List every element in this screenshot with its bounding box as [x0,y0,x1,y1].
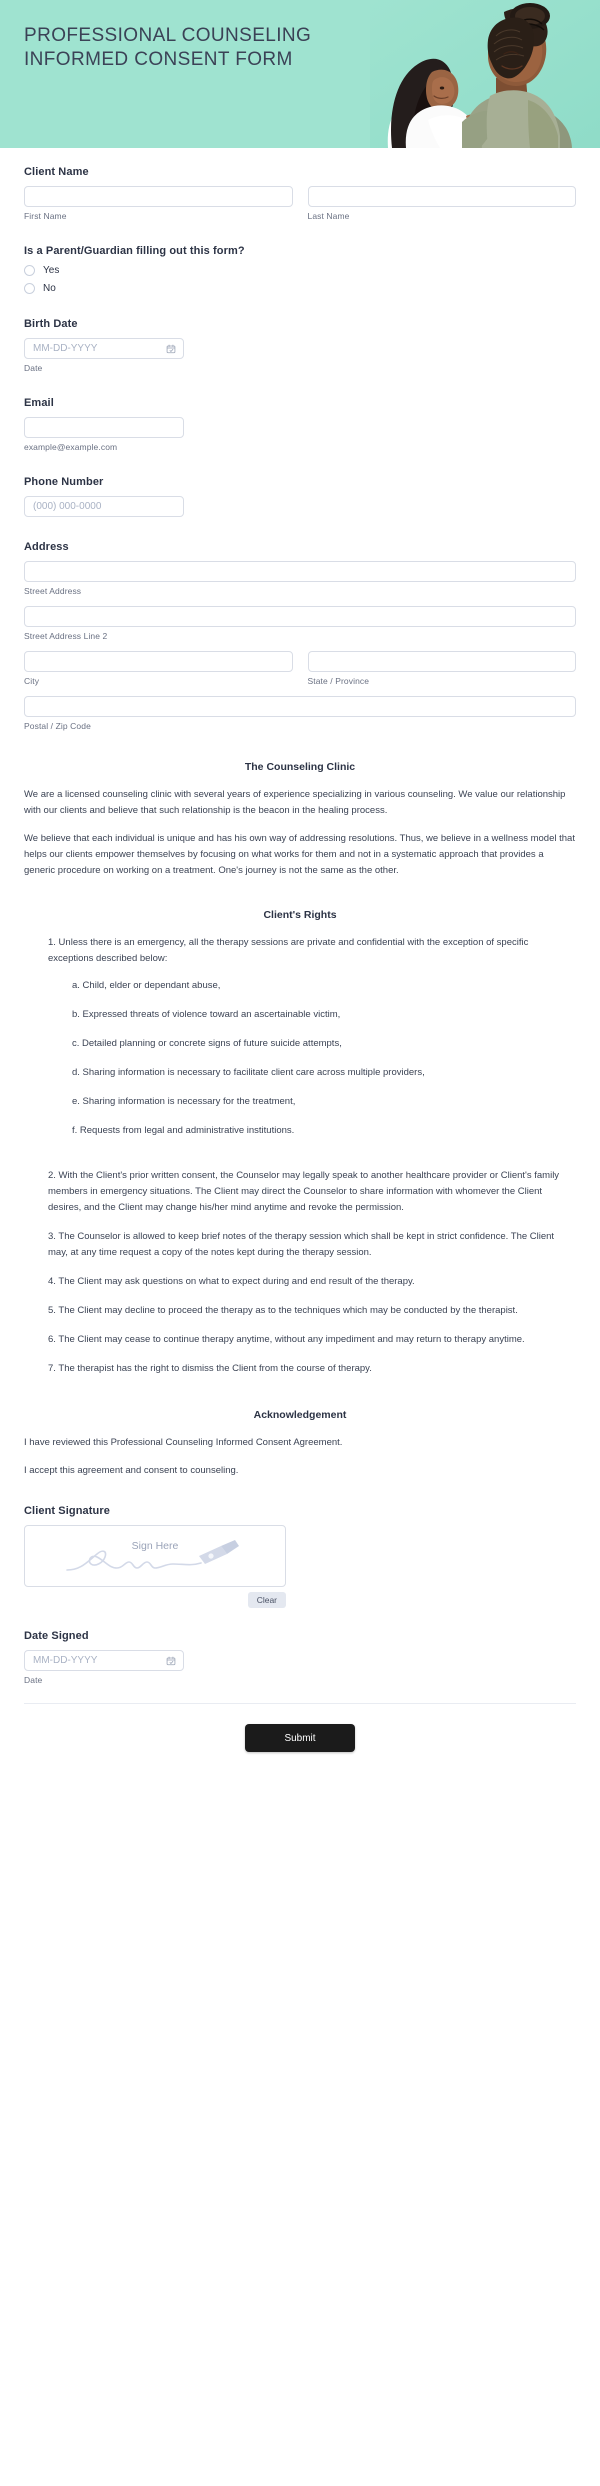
street-address-input[interactable] [24,561,576,582]
field-phone [24,476,576,517]
city-sublabel: City [24,676,40,686]
birth-date-input[interactable] [24,338,184,359]
acknowledgement-title: Acknowledgement [253,1409,347,1421]
section-acknowledgement [24,1409,576,1479]
field-date-signed [24,1630,576,1685]
radio-label-no: No [43,283,56,294]
field-email [24,397,576,452]
last-name-input[interactable] [308,186,577,207]
postal-code-sublabel: Postal / Zip Code [24,721,91,731]
rights-subitem-c: c. Detailed planning or concrete signs of future suicide attempts, [72,1038,342,1049]
rights-subitem-a: a. Child, elder or dependant abuse, [72,980,221,991]
email-sublabel: example@example.com [24,442,118,452]
address-label: Address [24,541,69,553]
rights-item-3: 3. The Counselor is allowed to keep brief notes of the therapy session which shall be kept in strict confidence. The Client may, at any time request a copy of the notes kept during the therapy session. [48,1231,555,1258]
first-name-input[interactable] [24,186,293,207]
rights-item-6: 6. The Client may cease to continue therapy anytime, without any impediment and may return to therapy anytime. [48,1334,525,1345]
rights-item-2: 2. With the Client's prior written consent, the Counselor may legally speak to another healthcare provider or Client's family members in emergency situations. The Client may direct the Counselor to share information with whomever the Client desires, and the Client may change his/her mind anytime and revoke the permission. [48,1170,560,1213]
section-clients-rights [24,909,576,1377]
date-signed-label: Date Signed [24,1630,89,1642]
clear-signature-button[interactable]: Clear [248,1592,286,1608]
radio-circle-icon [24,283,35,294]
clinic-paragraph: We believe that each individual is unique and has his own way of addressing resolutions. Thus, we believe in a wellness model that helps our clients empower themselves by focusing on what works for them and not in a systematic approach that provides a generic procedure on working on a treatment. One's journey is not the same as the other. [24,833,575,876]
rights-item-4: 4. The Client may ask questions on what to expect during and end result of the therapy. [48,1276,415,1287]
signature-pad[interactable] [24,1525,286,1587]
client-signature-label: Client Signature [24,1505,110,1517]
street-address-line2-input[interactable] [24,606,576,627]
radio-circle-icon [24,265,35,276]
postal-code-input[interactable] [24,696,576,717]
field-birth-date [24,318,576,373]
field-address [24,541,576,731]
form-body [0,148,600,1704]
radio-label-yes: Yes [43,265,60,276]
field-guardian [24,245,576,294]
page-title: PROFESSIONAL COUNSELING INFORMED CONSENT FORM [24,25,312,70]
street-address-line2-sublabel: Street Address Line 2 [24,631,108,641]
sign-here-placeholder [25,1526,285,1586]
clients-rights-title: Client's Rights [263,909,337,921]
radio-option-no[interactable] [24,283,576,294]
acknowledgement-paragraph: I have reviewed this Professional Counseling Informed Consent Agreement. [24,1437,343,1448]
email-label: Email [24,397,54,409]
submit-button[interactable]: Submit [245,1724,355,1752]
phone-label: Phone Number [24,476,104,488]
field-client-signature [24,1505,576,1608]
date-signed-input[interactable] [24,1650,184,1671]
guardian-label: Is a Parent/Guardian filling out this form? [24,245,245,257]
submit-area [0,1704,600,1778]
rights-item-5: 5. The Client may decline to proceed the therapy as to the techniques which may be conducted by the therapist. [48,1305,518,1316]
rights-subitem-e: e. Sharing information is necessary for the treatment, [72,1096,296,1107]
first-name-sublabel: First Name [24,211,67,221]
rights-item-1: 1. Unless there is an emergency, all the therapy sessions are private and confidential with the exception of specific exceptions described below: [48,937,529,964]
birth-date-sublabel: Date [24,363,43,373]
birth-date-label: Birth Date [24,318,78,330]
section-counseling-clinic [24,761,576,879]
counseling-clinic-title: The Counseling Clinic [244,761,356,773]
field-client-name [24,166,576,221]
header-photo [370,0,600,148]
phone-input[interactable] [24,496,184,517]
rights-subitem-b: b. Expressed threats of violence toward an ascertainable victim, [72,1009,341,1020]
sign-here-text: Sign Here [131,1540,179,1552]
rights-subitem-f: f. Requests from legal and administrative institutions. [72,1125,295,1136]
state-sublabel: State / Province [307,676,370,686]
street-address-sublabel: Street Address [24,586,82,596]
email-input[interactable] [24,417,184,438]
client-name-label: Client Name [24,166,89,178]
date-signed-sublabel: Date [24,1675,43,1685]
city-input[interactable] [24,651,293,672]
clinic-paragraph: We are a licensed counseling clinic with several years of experience specializing in various counseling. We value our relationship with our clients and believe that such relationship is the beacon in the healing process. [24,789,566,816]
state-input[interactable] [308,651,577,672]
last-name-sublabel: Last Name [307,211,350,221]
radio-option-yes[interactable] [24,265,576,276]
rights-subitem-d: d. Sharing information is necessary to facilitate client care across multiple providers, [72,1067,425,1078]
form-header [0,0,600,148]
rights-item-7: 7. The therapist has the right to dismiss the Client from the course of therapy. [48,1363,372,1374]
acknowledgement-paragraph: I accept this agreement and consent to counseling. [24,1465,239,1476]
